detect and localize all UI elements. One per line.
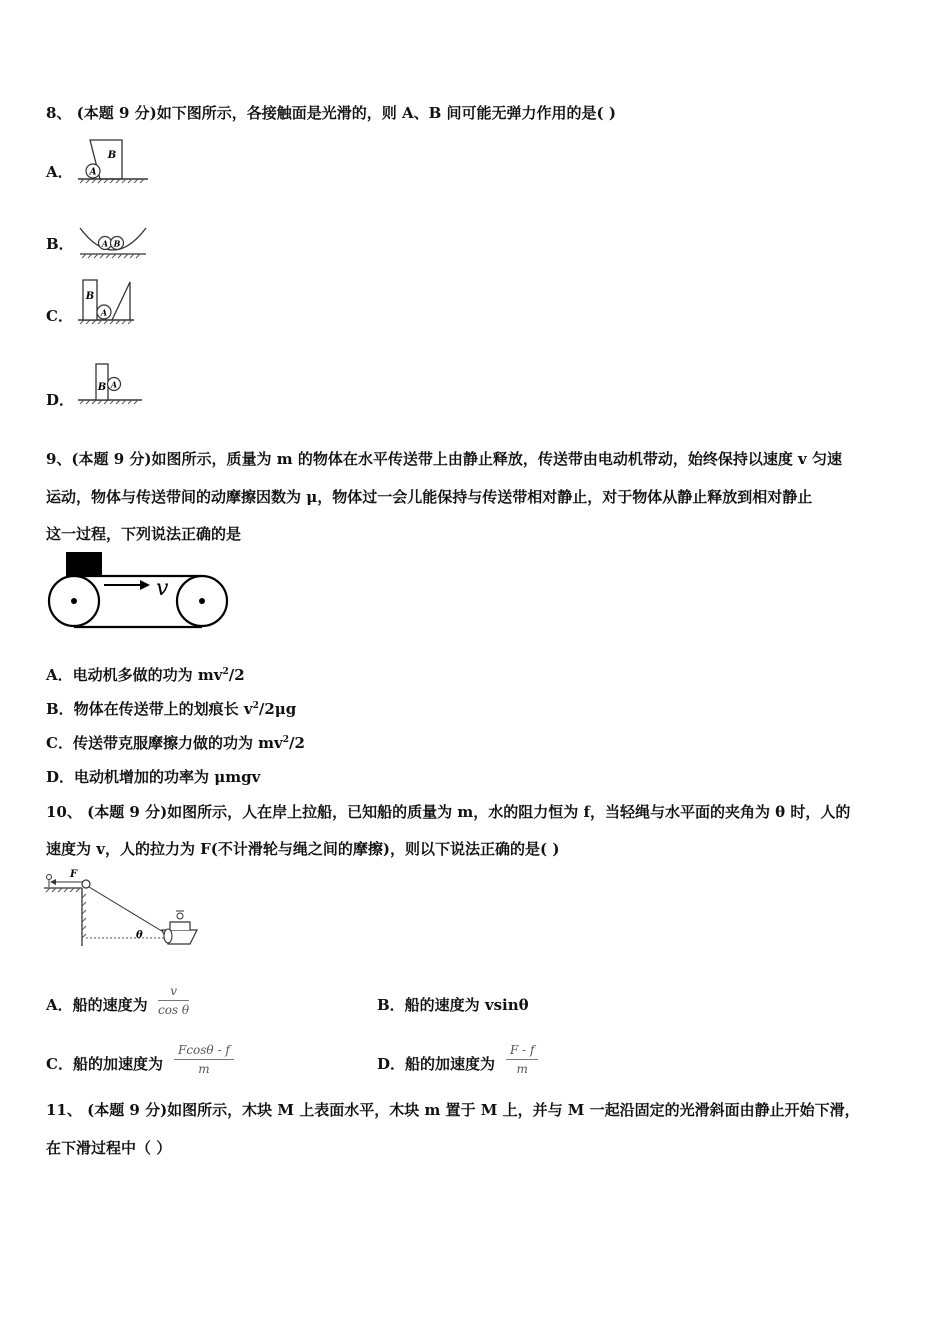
q9-velocity-label: v <box>156 576 169 601</box>
q11-stem-line-2: 在下滑过程中（ ） <box>46 1139 172 1157</box>
q8-figure-a <box>76 136 150 186</box>
q10-option-a-fraction: v cos θ <box>158 984 190 1017</box>
q10-option-b[interactable]: B．船的速度为 vsinθ <box>377 996 529 1014</box>
q9-stem-line-3: 这一过程，下列说法正确的是 <box>46 525 242 543</box>
q8-fig-a-label-a: A <box>89 167 97 178</box>
q9-stem-line-1: 9、(本题 9 分)如图所示，质量为 m 的物体在水平传送带上由静止释放，传送带由电动机带动，始终保持以速度 v 匀速 <box>46 450 842 468</box>
q10-angle-label: θ <box>136 930 143 941</box>
q10-option-d[interactable]: D．船的加速度为 <box>377 1055 496 1073</box>
q8-option-d-label[interactable]: D． <box>46 391 75 409</box>
q9-stem-line-2: 运动，物体与传送带间的动摩擦因数为 μ，物体过一会儿能保持与传送带相对静止，对于物体从静止释放到相对静止 <box>46 488 813 506</box>
q10-boat-figure <box>42 866 202 958</box>
q8-fig-d-label-a: A <box>110 379 118 390</box>
q10-option-d-fraction: F - f m <box>506 1043 538 1076</box>
q10-force-label: F <box>70 869 78 880</box>
q8-fig-a-label-b: B <box>107 150 117 161</box>
q9-block <box>66 552 102 576</box>
q9-option-a[interactable]: A．电动机多做的功为 $mv^2/2$ <box>46 666 245 684</box>
q11-stem-line-1: 11、 (本题 9 分)如图所示，木块 M 上表面水平，木块 m 置于 M 上，并与 M 一起沿固定的光滑斜面由静止开始下滑， <box>46 1101 860 1119</box>
q9-option-d[interactable]: D．电动机增加的功率为 μmgv <box>46 768 261 786</box>
q8-fig-c-label-b: B <box>85 291 95 302</box>
q8-figure-b <box>76 224 150 260</box>
q10-option-c[interactable]: C．船的加速度为 <box>46 1055 163 1073</box>
q8-figure-d <box>76 358 146 408</box>
q10-stem-line-2: 速度为 v，人的拉力为 F(不计滑轮与绳之间的摩擦)，则以下说法正确的是( ) <box>46 840 560 858</box>
q9-conveyor-figure <box>44 550 234 632</box>
q8-fig-b-label-a: A <box>101 238 109 249</box>
q8-fig-c-label-a: A <box>100 307 108 318</box>
q8-figure-c <box>76 276 138 326</box>
q9-option-b[interactable]: B．物体在传送带上的划痕长 $v^2/2\mu g$ <box>46 700 297 718</box>
q8-fig-d-label-b: B <box>97 382 107 393</box>
q8-stem: 8、 (本题 9 分)如下图所示，各接触面是光滑的，则 A、B 间可能无弹力作用的是( ) <box>46 104 616 122</box>
q10-stem-line-1: 10、 (本题 9 分)如图所示，人在岸上拉船，已知船的质量为 m，水的阻力恒为 f，当轻绳与水平面的夹角为 θ 时，人的 <box>46 803 851 821</box>
q9-option-c[interactable]: C．传送带克服摩擦力做的功为 $mv^2/2$ <box>46 734 305 752</box>
q8-fig-b-label-b: B <box>113 238 121 249</box>
q8-option-c-label[interactable]: C． <box>46 307 73 325</box>
q10-option-c-fraction: Fcosθ - f m <box>174 1043 234 1076</box>
q8-option-a-label[interactable]: A． <box>46 163 73 181</box>
q8-option-b-label[interactable]: B． <box>46 235 74 253</box>
q10-option-a[interactable]: A．船的速度为 <box>46 996 148 1014</box>
